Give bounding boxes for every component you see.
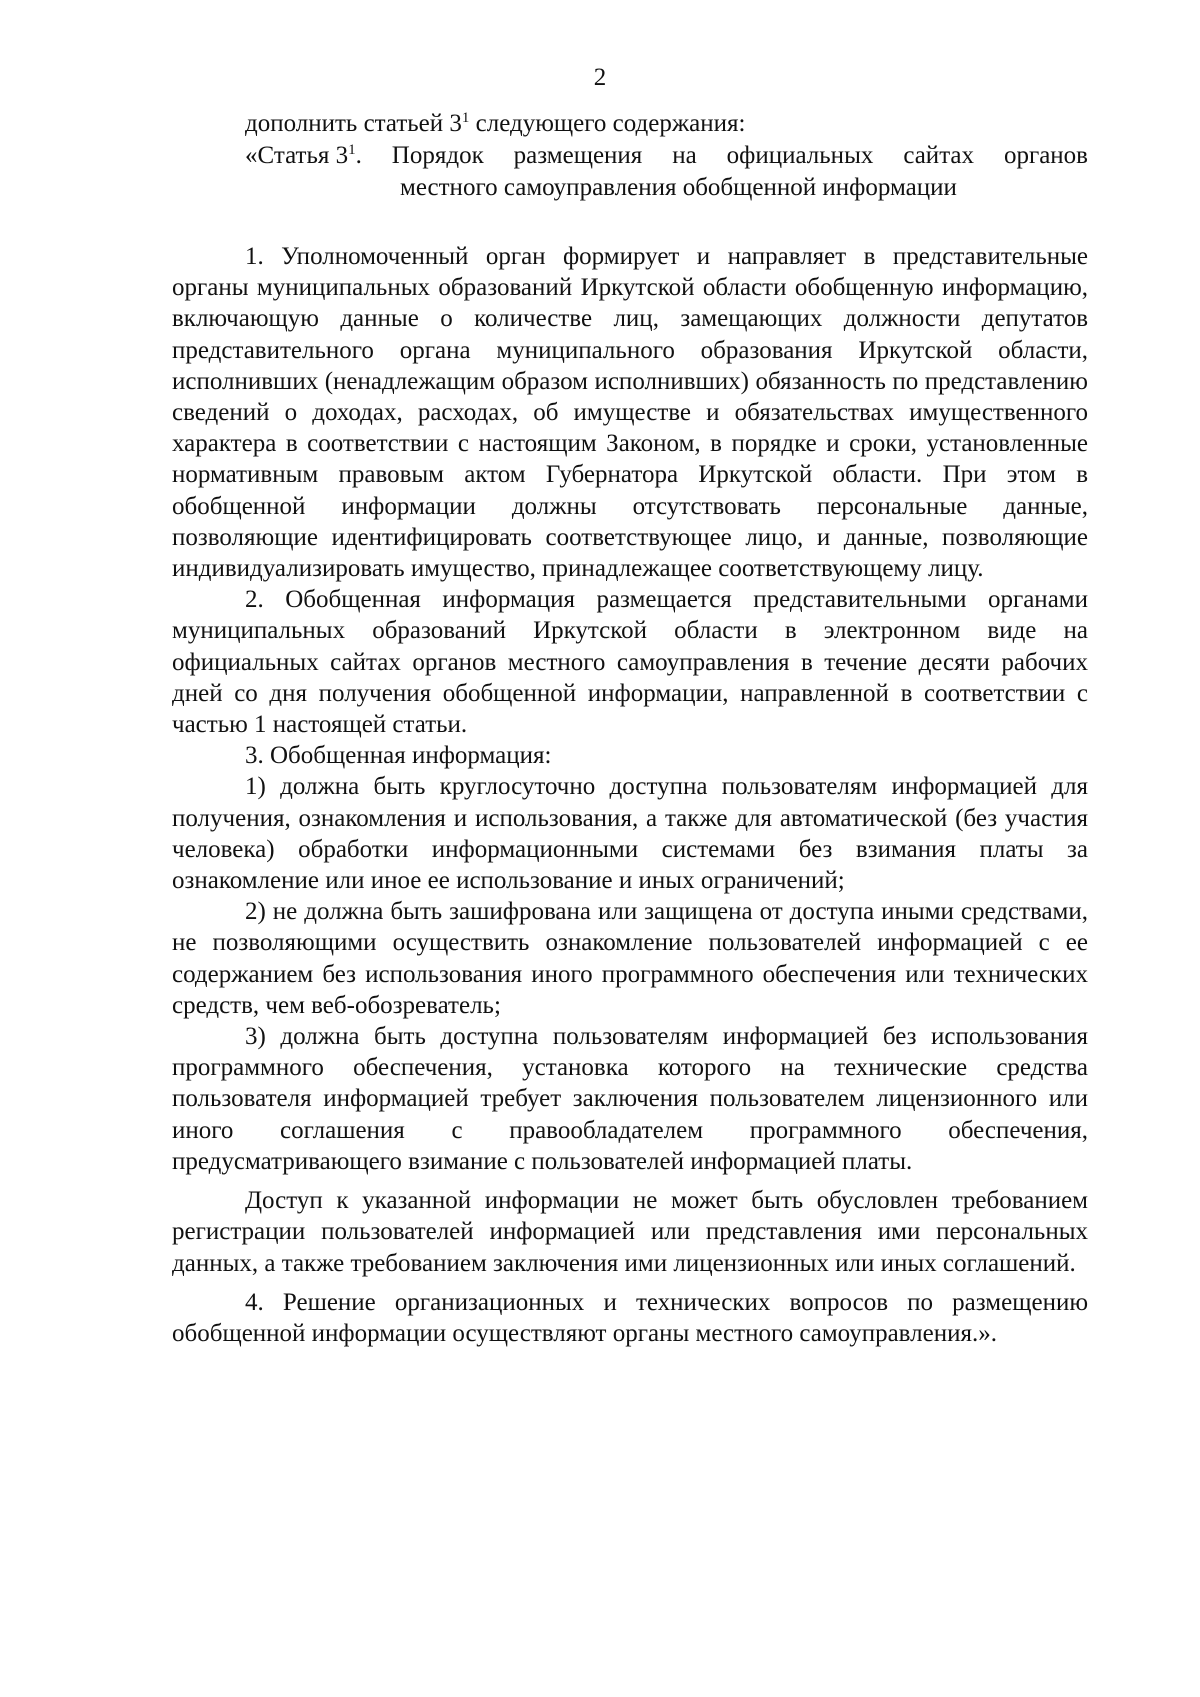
paragraph-2: 2. Обобщенная информация размещается представительными органами муниципальных образований Иркутской области в электронном виде на официальных сайтах органов местного самоуправления в течение десяти рабочих дней со дня получения обобщенной информации, направленной в соответствии с частью 1 настоящей статьи. xyxy=(172,586,1088,739)
paragraph-3-item-1: 1) должна быть круглосуточно доступна пользователям информацией для получения, ознакомления и использования, а также для автоматической (без участия человека) обработки информационными системами без взимания платы за ознакомление или иное ее использование и иных ограничений; xyxy=(172,773,1088,895)
article-heading-line1 xyxy=(245,140,1088,172)
heading-word: органов xyxy=(1003,142,1088,169)
paragraph-1: 1. Уполномоченный орган формирует и направляет в представительные органы муниципальных образований Иркутской области обобщенную информацию, включающую данные о количестве лиц, замещающих должности депутатов представительного органа муниципального образования Иркутской области, исполнивших (ненадлежащим образом исполнивших) обязанность по представлению сведений о доходах, расходах, об имуществе и обязательствах имущественного характера в соответствии с настоящим Законом, в порядке и сроки, установленные нормативным правовым актом Губернатора Иркутской области. При этом в обобщенной информации должны отсутствовать персональные данные, позволяющие идентифицировать соответствующее лицо, и данные, позволяющие индивидуализировать имущество, принадлежащее соответствующему лицу. xyxy=(172,243,1088,583)
heading-word: Порядок xyxy=(391,142,484,169)
paragraph-3-item-3: 3) должна быть доступна пользователям информацией без использования программного обеспечения, установка которого на технические средства пользователя информацией требует заключения пользователем лицензионного или иного соглашения с правообладателем программного обеспечения, предусматривающего взимание с пользователей информацией платы. xyxy=(172,1023,1088,1175)
heading-word: официальных xyxy=(726,142,874,169)
article-number: «Статья $3^1$. xyxy=(245,142,362,169)
heading-word: сайтах xyxy=(903,142,975,169)
paragraph-3-item-2: 2) не должна быть зашифрована или защищена от доступа иными средствами, не позволяющими осуществить ознакомление пользователей информацией с ее содержанием без использования иного программного обеспечения или технических средств, чем веб-обозреватель; xyxy=(172,898,1088,1019)
page-number: 2 xyxy=(593,64,607,91)
heading-word: на xyxy=(672,142,697,169)
paragraph-3: 3. Обобщенная информация: xyxy=(245,742,552,770)
article-heading xyxy=(245,140,1088,204)
intro-superscript: 1 xyxy=(461,110,470,126)
article-body xyxy=(172,241,1088,1349)
intro-text: дополнить статьей 3 xyxy=(245,110,462,137)
paragraph-access: Доступ к указанной информации не может быть обусловлен требованием регистрации пользователей информацией или представления ими персональных данных, а также требованием заключения ими лицензионных или иных соглашений. xyxy=(172,1187,1088,1277)
paragraph-4: 4. Решение организационных и технических вопросов по размещению обобщенной информации осуществляют органы местного самоуправления.». xyxy=(172,1288,1088,1347)
intro-text-end: следующего содержания: xyxy=(469,110,746,137)
heading-word: размещения xyxy=(513,142,643,169)
intro-line xyxy=(245,108,745,140)
article-heading-line2: местного самоуправления обобщенной информации xyxy=(400,174,957,201)
